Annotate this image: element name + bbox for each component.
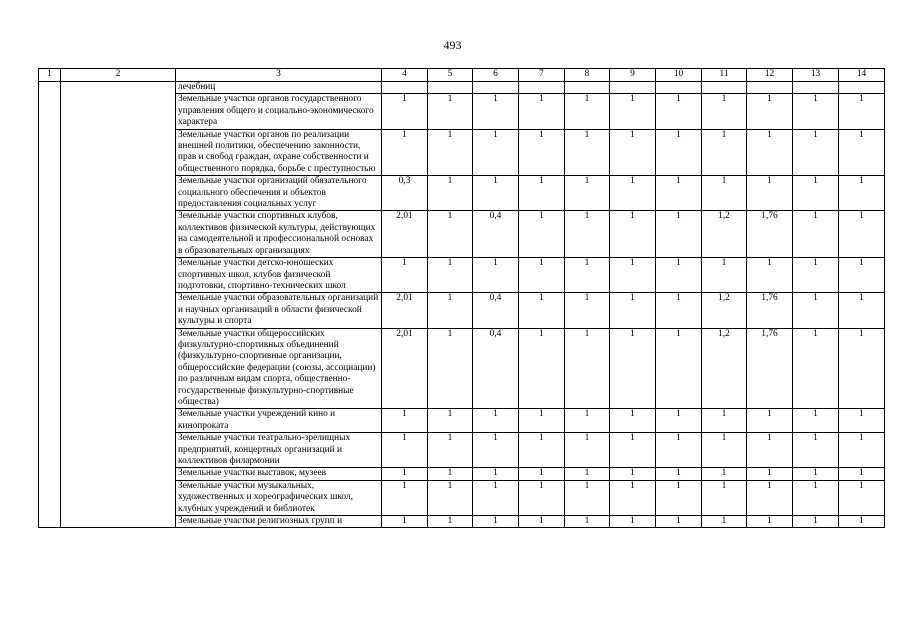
coefficient-cell: 1 (519, 409, 565, 433)
coefficient-cell: 1 (565, 211, 610, 258)
header-row (39, 69, 885, 82)
land-category-name: Земельные участки учреждений кино и кинопроката (176, 409, 382, 433)
coefficient-cell: 1 (382, 129, 428, 176)
land-category-name: Земельные участки органов по реализации внешней политики, обеспечению законности, прав и свобод граждан, охране собственности и общественного порядка, борьбе с преступностью (176, 129, 382, 176)
column-header: 3 (176, 69, 382, 82)
coefficient-cell: 1 (793, 480, 839, 515)
land-category-name: Земельные участки религиозных групп и (176, 516, 382, 528)
coefficient-cell: 1 (793, 258, 839, 293)
coefficient-cell: 1 (565, 433, 610, 468)
coefficient-cell: 1 (428, 258, 473, 293)
coefficient-cell: 1 (839, 258, 885, 293)
coefficient-cell: 1 (702, 176, 747, 211)
coefficient-cell: 1 (428, 211, 473, 258)
coefficient-cell (382, 82, 428, 94)
column-header: 11 (702, 69, 747, 82)
coefficient-cell: 1 (747, 516, 793, 528)
coefficient-cell: 1 (610, 433, 656, 468)
coefficient-cell: 1 (839, 433, 885, 468)
coefficient-cell: 1 (839, 468, 885, 480)
land-category-name: Земельные участки спортивных клубов, коллективов физической культуры, действующих на самодеятельной и профессиональной основах в образовательных организациях (176, 211, 382, 258)
coefficient-cell: 1 (839, 129, 885, 176)
coefficient-cell: 1 (519, 258, 565, 293)
coefficient-cell: 1 (702, 468, 747, 480)
column-1-merged-cell (39, 82, 61, 528)
coefficient-cell: 1 (702, 480, 747, 515)
coefficient-cell: 1 (428, 129, 473, 176)
coefficient-cell: 1 (656, 129, 702, 176)
coefficient-cell: 1 (610, 480, 656, 515)
coefficient-cell: 1 (519, 293, 565, 328)
coefficient-cell: 1 (747, 480, 793, 515)
coefficient-cell: 1 (793, 409, 839, 433)
coefficient-cell: 1 (747, 94, 793, 129)
coefficient-cell: 1 (793, 468, 839, 480)
coefficient-cell: 1 (519, 211, 565, 258)
coefficient-cell (656, 82, 702, 94)
coefficient-cell: 1 (747, 409, 793, 433)
coefficient-cell: 1 (702, 433, 747, 468)
coefficient-cell: 1 (473, 258, 519, 293)
coefficient-cell: 1,76 (747, 328, 793, 409)
coefficient-cell: 1 (610, 516, 656, 528)
coefficient-cell: 1 (565, 94, 610, 129)
coefficient-cell: 1 (656, 328, 702, 409)
coefficient-cell: 1 (519, 94, 565, 129)
coefficient-cell (519, 82, 565, 94)
coefficient-cell: 1 (428, 516, 473, 528)
coefficient-cell: 1 (702, 409, 747, 433)
coefficient-cell: 0,3 (382, 176, 428, 211)
coefficient-cell: 1 (839, 516, 885, 528)
column-header: 8 (565, 69, 610, 82)
coefficient-cell: 1 (793, 328, 839, 409)
land-category-name: лечебниц (176, 82, 382, 94)
coefficient-cell: 1 (656, 211, 702, 258)
coefficient-cell: 0,4 (473, 293, 519, 328)
coefficient-cell: 1 (610, 468, 656, 480)
coefficient-cell: 2,01 (382, 328, 428, 409)
coefficient-cell: 2,01 (382, 211, 428, 258)
column-header: 2 (61, 69, 176, 82)
coefficient-cell: 1 (428, 94, 473, 129)
coefficient-cell: 1 (473, 480, 519, 515)
land-category-name: Земельные участки выставок, музеев (176, 468, 382, 480)
coefficient-cell: 1 (565, 468, 610, 480)
land-category-name: Земельные участки общероссийских физкультурно-спортивных объединений (физкультурно-спортивные организации, общероссийские федерации (союзы, ассоциации) по различным видам спорта, общественно-государственные физкультурно-спортивные общества) (176, 328, 382, 409)
coefficient-cell: 1 (610, 129, 656, 176)
coefficient-cell: 1 (656, 480, 702, 515)
coefficient-cell: 1 (839, 328, 885, 409)
land-category-name: Земельные участки образовательных организаций и научных организаций в области физической культуры и спорта (176, 293, 382, 328)
coefficient-cell: 1 (473, 516, 519, 528)
land-category-name: Земельные участки музыкальных, художественных и хореографических школ, клубных учреждений и библиотек (176, 480, 382, 515)
coefficient-cell: 1 (519, 328, 565, 409)
coefficient-cell: 1 (793, 516, 839, 528)
coefficient-cell: 0,4 (473, 211, 519, 258)
coefficient-cell: 1 (610, 94, 656, 129)
coefficient-cell: 1 (519, 516, 565, 528)
coefficient-cell (747, 82, 793, 94)
column-2-merged-cell (61, 82, 176, 528)
coefficient-cell: 1 (747, 176, 793, 211)
coefficient-cell: 1 (839, 211, 885, 258)
coefficient-cell: 1 (382, 409, 428, 433)
coefficient-cell: 1 (656, 258, 702, 293)
coefficient-cell: 0,4 (473, 328, 519, 409)
coefficient-cell: 1 (428, 176, 473, 211)
coefficient-cell: 1 (428, 409, 473, 433)
column-header: 7 (519, 69, 565, 82)
column-header: 5 (428, 69, 473, 82)
coefficient-cell: 1 (428, 293, 473, 328)
coefficient-cell: 1 (839, 409, 885, 433)
coefficient-cell: 1 (702, 258, 747, 293)
coefficient-cell: 1 (382, 516, 428, 528)
coefficient-cell: 1,76 (747, 211, 793, 258)
page-number: 493 (443, 38, 462, 52)
coefficient-cell: 1 (839, 176, 885, 211)
coefficient-cell: 1 (473, 433, 519, 468)
coefficient-cell: 1 (793, 433, 839, 468)
coefficient-cell: 1 (565, 176, 610, 211)
coefficient-cell: 1 (793, 176, 839, 211)
coefficient-cell: 1 (473, 94, 519, 129)
coefficient-cell (839, 82, 885, 94)
coefficient-cell: 1 (382, 94, 428, 129)
coefficient-cell: 1 (428, 468, 473, 480)
coefficient-cell: 1 (656, 176, 702, 211)
coefficient-cell: 1 (428, 480, 473, 515)
coefficient-cell: 1 (473, 409, 519, 433)
coefficient-cell: 1 (519, 480, 565, 515)
rates-table (38, 68, 885, 528)
table-body (39, 82, 885, 528)
coefficient-cell: 1 (382, 258, 428, 293)
coefficient-cell: 1 (747, 468, 793, 480)
coefficient-cell: 1 (702, 94, 747, 129)
land-category-name: Земельные участки театрально-зрелищных предприятий, концертных организаций и коллективов филармонии (176, 433, 382, 468)
coefficient-cell: 1 (473, 468, 519, 480)
coefficient-cell: 1,2 (702, 211, 747, 258)
coefficient-cell: 1 (839, 94, 885, 129)
column-header: 10 (656, 69, 702, 82)
coefficient-cell: 1 (565, 409, 610, 433)
coefficient-cell: 1 (382, 480, 428, 515)
column-header: 1 (39, 69, 61, 82)
coefficient-cell: 1,2 (702, 328, 747, 409)
coefficient-cell: 1 (793, 94, 839, 129)
coefficient-cell (610, 82, 656, 94)
coefficient-cell: 1 (428, 433, 473, 468)
coefficient-cell: 1 (839, 480, 885, 515)
coefficient-cell: 2,01 (382, 293, 428, 328)
coefficient-cell: 1 (656, 516, 702, 528)
coefficient-cell (793, 82, 839, 94)
coefficient-cell: 1 (565, 328, 610, 409)
column-header: 13 (793, 69, 839, 82)
coefficient-cell: 1,76 (747, 293, 793, 328)
coefficient-cell: 1 (610, 211, 656, 258)
coefficient-cell: 1 (428, 328, 473, 409)
coefficient-cell: 1 (382, 468, 428, 480)
coefficient-cell: 1 (610, 293, 656, 328)
coefficient-cell: 1 (610, 258, 656, 293)
land-category-name: Земельные участки органов государственного управления общего и социально-экономического характера (176, 94, 382, 129)
coefficient-cell: 1 (747, 433, 793, 468)
column-header: 9 (610, 69, 656, 82)
coefficient-cell (428, 82, 473, 94)
coefficient-cell: 1 (793, 293, 839, 328)
coefficient-cell: 1 (519, 468, 565, 480)
coefficient-cell: 1 (519, 176, 565, 211)
coefficient-cell: 1 (656, 293, 702, 328)
column-header: 4 (382, 69, 428, 82)
coefficient-cell: 1 (610, 176, 656, 211)
coefficient-cell: 1 (747, 129, 793, 176)
coefficient-cell: 1 (656, 433, 702, 468)
land-category-name: Земельные участки организаций обязательного социального обеспечения и объектов предоставления социальных услуг (176, 176, 382, 211)
coefficient-cell: 1 (565, 258, 610, 293)
coefficient-cell: 1 (565, 129, 610, 176)
column-header: 6 (473, 69, 519, 82)
coefficient-cell: 1 (656, 468, 702, 480)
coefficient-cell: 1 (656, 409, 702, 433)
coefficient-cell: 1 (656, 94, 702, 129)
coefficient-cell (565, 82, 610, 94)
coefficient-cell: 1 (747, 258, 793, 293)
coefficient-cell: 1 (473, 129, 519, 176)
land-category-name: Земельные участки детско-юношеских спортивных школ, клубов физической подготовки, спортивно-технических школ (176, 258, 382, 293)
coefficient-cell: 1 (702, 516, 747, 528)
coefficient-cell: 1 (519, 129, 565, 176)
coefficient-cell: 1 (793, 129, 839, 176)
column-header: 12 (747, 69, 793, 82)
coefficient-cell: 1 (565, 480, 610, 515)
coefficient-cell: 1 (565, 293, 610, 328)
table-row (39, 82, 885, 94)
coefficient-cell: 1 (610, 328, 656, 409)
coefficient-cell: 1 (382, 433, 428, 468)
coefficient-cell: 1 (610, 409, 656, 433)
coefficient-cell: 1 (473, 176, 519, 211)
coefficient-cell (702, 82, 747, 94)
coefficient-cell: 1 (839, 293, 885, 328)
coefficient-cell: 1,2 (702, 293, 747, 328)
coefficient-cell: 1 (702, 129, 747, 176)
column-header: 14 (839, 69, 885, 82)
coefficient-cell (473, 82, 519, 94)
coefficient-cell: 1 (565, 516, 610, 528)
coefficient-cell: 1 (793, 211, 839, 258)
coefficient-cell: 1 (519, 433, 565, 468)
